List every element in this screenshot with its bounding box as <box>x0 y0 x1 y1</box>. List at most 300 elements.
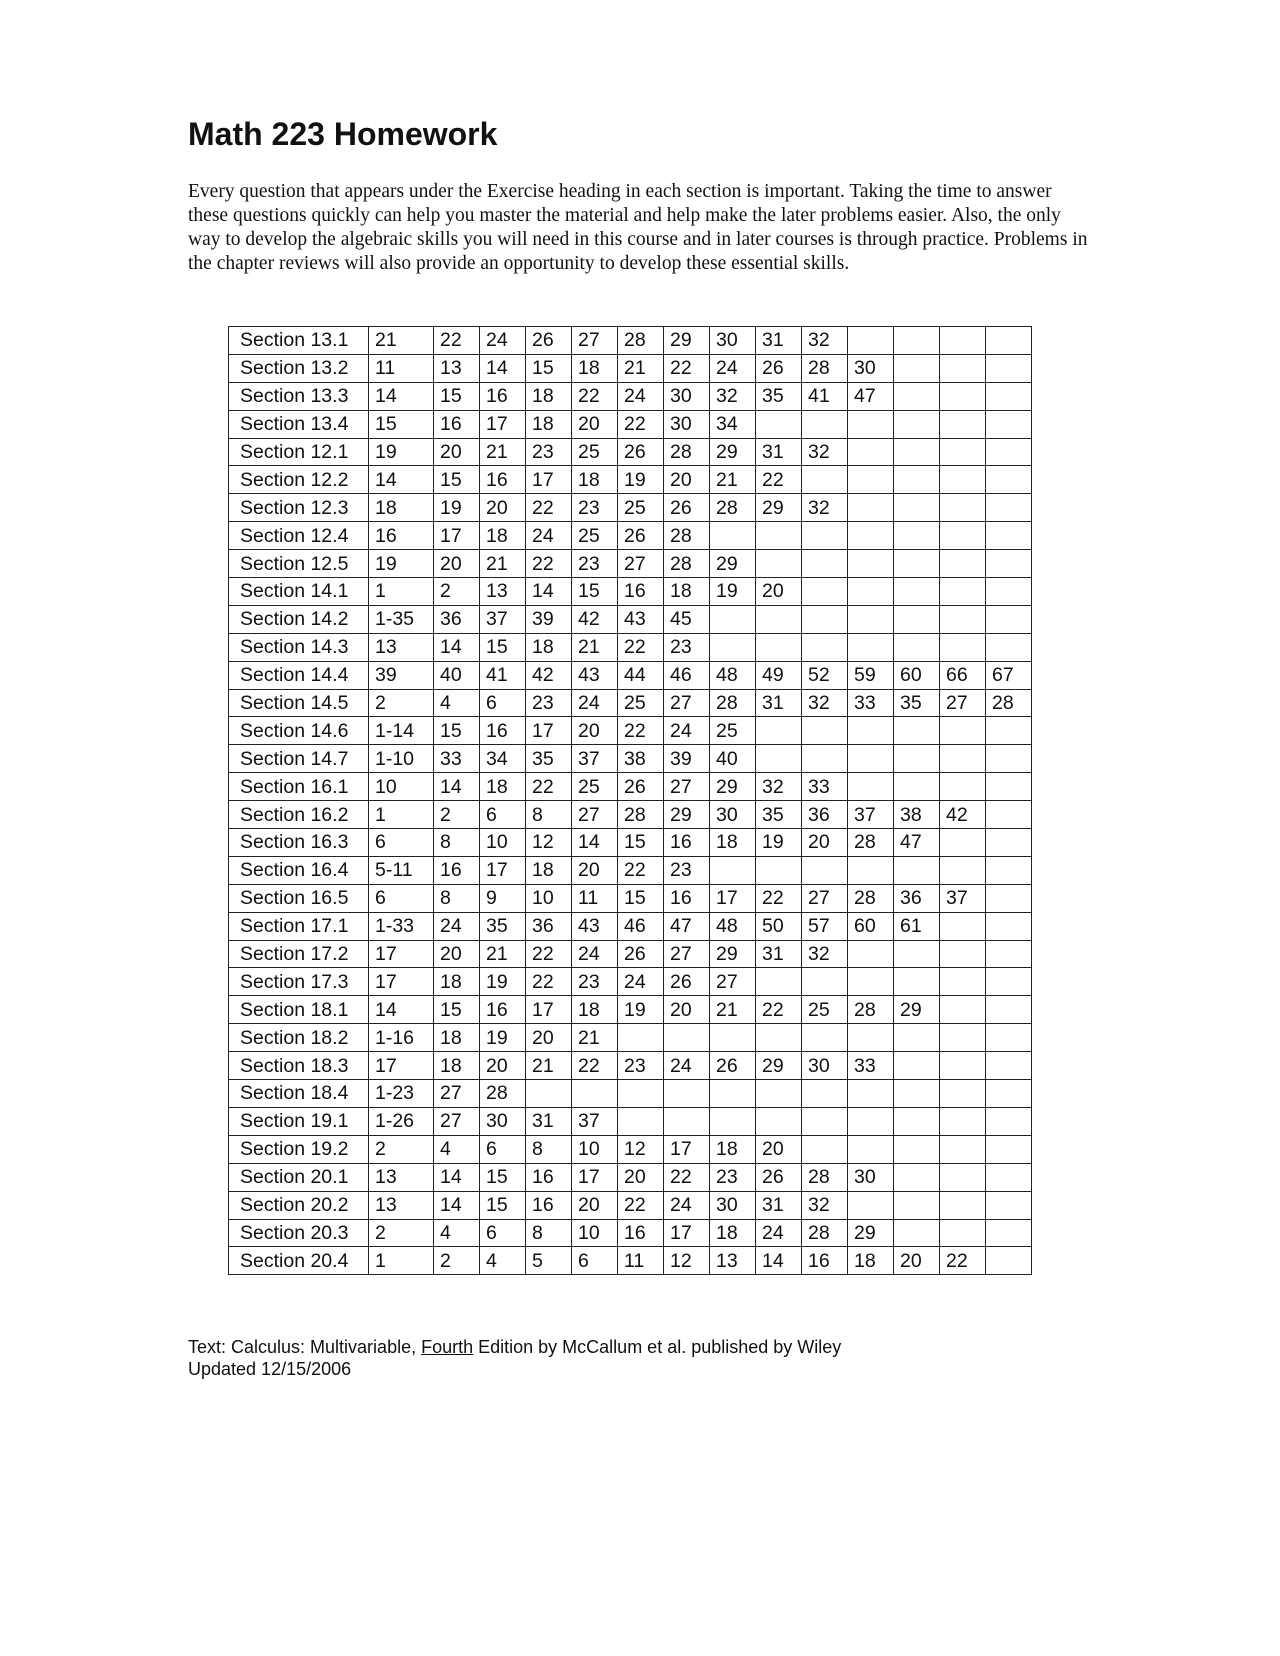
problem-cell <box>848 522 894 550</box>
problem-cell: 14 <box>434 1163 480 1191</box>
problem-cell: 67 <box>986 661 1032 689</box>
problem-cell <box>802 466 848 494</box>
problem-cell: 26 <box>710 1052 756 1080</box>
problem-cell <box>848 578 894 606</box>
problem-cell <box>710 856 756 884</box>
problem-cell <box>756 745 802 773</box>
problem-cell: 19 <box>480 968 526 996</box>
problem-cell <box>940 1191 986 1219</box>
problem-cell: 22 <box>756 466 802 494</box>
problem-cell: 22 <box>526 494 572 522</box>
problem-cell: 24 <box>664 1191 710 1219</box>
problem-cell <box>802 1024 848 1052</box>
problem-cell: 9 <box>480 884 526 912</box>
problem-cell: 14 <box>756 1247 802 1275</box>
problem-cell: 33 <box>434 745 480 773</box>
problem-cell: 23 <box>618 1052 664 1080</box>
problem-cell: 29 <box>756 1052 802 1080</box>
problem-cell: 24 <box>526 522 572 550</box>
problem-cell: 29 <box>710 940 756 968</box>
table-row <box>229 773 1032 801</box>
problem-cell <box>986 522 1032 550</box>
problem-cell: 11 <box>369 354 434 382</box>
problem-cell <box>940 968 986 996</box>
problem-cell: 26 <box>618 773 664 801</box>
textbook-prefix: Text: Calculus: Multivariable, <box>188 1337 422 1357</box>
problem-cell: 4 <box>434 1135 480 1163</box>
problem-cell <box>894 382 940 410</box>
problem-cell: 15 <box>526 354 572 382</box>
problem-cell: 30 <box>664 410 710 438</box>
problem-cell <box>710 633 756 661</box>
problem-cell: 27 <box>940 689 986 717</box>
problem-cell: 20 <box>572 410 618 438</box>
problem-cell: 32 <box>802 494 848 522</box>
problem-cell: 23 <box>572 494 618 522</box>
problem-cell: 19 <box>369 438 434 466</box>
problem-cell <box>756 522 802 550</box>
problem-cell: 18 <box>434 1024 480 1052</box>
section-cell: Section 14.5 <box>229 689 369 717</box>
problem-cell <box>940 1135 986 1163</box>
section-cell: Section 16.2 <box>229 801 369 829</box>
problem-cell: 2 <box>369 689 434 717</box>
problem-cell: 24 <box>480 327 526 355</box>
problem-cell <box>664 1080 710 1108</box>
problem-cell: 21 <box>618 354 664 382</box>
problem-cell: 24 <box>572 940 618 968</box>
problem-cell: 20 <box>526 1024 572 1052</box>
section-cell: Section 20.4 <box>229 1247 369 1275</box>
problem-cell: 19 <box>369 550 434 578</box>
problem-cell: 18 <box>572 466 618 494</box>
problem-cell: 37 <box>480 605 526 633</box>
problem-cell <box>894 494 940 522</box>
table-row <box>229 354 1032 382</box>
problem-cell: 2 <box>369 1219 434 1247</box>
problem-cell: 21 <box>369 327 434 355</box>
problem-cell: 10 <box>480 829 526 857</box>
problem-cell <box>940 1080 986 1108</box>
section-cell: Section 12.5 <box>229 550 369 578</box>
problem-cell: 1-35 <box>369 605 434 633</box>
problem-cell <box>940 494 986 522</box>
problem-cell: 38 <box>894 801 940 829</box>
problem-cell <box>848 1191 894 1219</box>
problem-cell: 12 <box>526 829 572 857</box>
problem-cell: 42 <box>526 661 572 689</box>
problem-cell <box>940 996 986 1024</box>
problem-cell: 28 <box>710 689 756 717</box>
problem-cell: 32 <box>710 382 756 410</box>
problem-cell: 33 <box>802 773 848 801</box>
problem-cell: 15 <box>480 1191 526 1219</box>
problem-cell: 24 <box>710 354 756 382</box>
problem-cell: 30 <box>480 1107 526 1135</box>
problem-cell: 22 <box>526 968 572 996</box>
problem-cell <box>894 438 940 466</box>
problem-cell <box>802 605 848 633</box>
problem-cell <box>756 605 802 633</box>
problem-cell: 21 <box>572 633 618 661</box>
problem-cell <box>756 968 802 996</box>
problem-cell <box>986 996 1032 1024</box>
problem-cell: 43 <box>618 605 664 633</box>
problem-cell <box>848 1107 894 1135</box>
problem-cell: 23 <box>664 856 710 884</box>
section-cell: Section 20.3 <box>229 1219 369 1247</box>
problem-cell <box>848 633 894 661</box>
problem-cell <box>894 1080 940 1108</box>
problem-cell <box>940 912 986 940</box>
problem-cell: 30 <box>710 327 756 355</box>
problem-cell: 31 <box>756 327 802 355</box>
problem-cell: 30 <box>848 354 894 382</box>
problem-cell: 29 <box>894 996 940 1024</box>
problem-cell: 16 <box>480 996 526 1024</box>
problem-cell <box>894 578 940 606</box>
problem-cell: 45 <box>664 605 710 633</box>
table-row <box>229 633 1032 661</box>
problem-cell: 31 <box>756 438 802 466</box>
problem-cell: 18 <box>480 522 526 550</box>
problem-cell <box>618 1080 664 1108</box>
problem-cell <box>756 550 802 578</box>
section-cell: Section 17.2 <box>229 940 369 968</box>
problem-cell: 18 <box>572 354 618 382</box>
problem-cell: 8 <box>434 884 480 912</box>
section-cell: Section 12.2 <box>229 466 369 494</box>
problem-cell: 28 <box>618 801 664 829</box>
problem-cell: 29 <box>756 494 802 522</box>
problem-cell: 13 <box>369 633 434 661</box>
problem-cell: 16 <box>369 522 434 550</box>
problem-cell: 17 <box>664 1135 710 1163</box>
problem-cell: 57 <box>802 912 848 940</box>
problem-cell: 20 <box>894 1247 940 1275</box>
problem-cell: 47 <box>664 912 710 940</box>
problem-cell: 27 <box>434 1107 480 1135</box>
problem-cell: 29 <box>710 773 756 801</box>
problem-cell: 32 <box>802 438 848 466</box>
problem-cell: 31 <box>756 689 802 717</box>
problem-cell <box>802 578 848 606</box>
problem-cell: 27 <box>664 940 710 968</box>
problem-cell <box>986 1191 1032 1219</box>
problem-cell: 18 <box>710 1135 756 1163</box>
problem-cell <box>986 410 1032 438</box>
problem-cell: 30 <box>710 801 756 829</box>
problem-cell: 49 <box>756 661 802 689</box>
problem-cell <box>940 1219 986 1247</box>
problem-cell: 36 <box>894 884 940 912</box>
problem-cell: 26 <box>756 354 802 382</box>
problem-cell: 30 <box>664 382 710 410</box>
problem-cell <box>894 773 940 801</box>
problem-cell: 17 <box>572 1163 618 1191</box>
problem-cell: 1-10 <box>369 745 434 773</box>
problem-cell: 28 <box>618 327 664 355</box>
table-row <box>229 550 1032 578</box>
problem-cell <box>848 1135 894 1163</box>
problem-cell: 18 <box>664 578 710 606</box>
problem-cell <box>756 1024 802 1052</box>
problem-cell: 22 <box>618 1191 664 1219</box>
problem-cell <box>894 410 940 438</box>
problem-cell <box>802 1107 848 1135</box>
problem-cell <box>664 1107 710 1135</box>
problem-cell: 22 <box>618 410 664 438</box>
problem-cell: 4 <box>434 689 480 717</box>
problem-cell <box>894 1024 940 1052</box>
problem-cell: 26 <box>526 327 572 355</box>
problem-cell <box>940 522 986 550</box>
problem-cell: 35 <box>756 382 802 410</box>
problem-cell: 41 <box>802 382 848 410</box>
problem-cell: 48 <box>710 912 756 940</box>
problem-cell: 22 <box>526 773 572 801</box>
problem-cell <box>894 1163 940 1191</box>
problem-cell: 20 <box>664 996 710 1024</box>
problem-cell: 16 <box>526 1163 572 1191</box>
problem-cell: 37 <box>572 1107 618 1135</box>
problem-cell: 19 <box>618 996 664 1024</box>
problem-cell: 18 <box>710 1219 756 1247</box>
problem-cell <box>986 1135 1032 1163</box>
problem-cell: 25 <box>618 689 664 717</box>
problem-cell <box>848 494 894 522</box>
problem-cell: 19 <box>618 466 664 494</box>
problem-cell <box>986 438 1032 466</box>
problem-cell: 10 <box>572 1219 618 1247</box>
problem-cell: 19 <box>434 494 480 522</box>
problem-cell: 26 <box>664 968 710 996</box>
problem-cell: 39 <box>369 661 434 689</box>
problem-cell: 22 <box>664 354 710 382</box>
section-cell: Section 12.1 <box>229 438 369 466</box>
section-cell: Section 17.1 <box>229 912 369 940</box>
problem-cell <box>894 1107 940 1135</box>
problem-cell <box>940 438 986 466</box>
table-row <box>229 996 1032 1024</box>
problem-cell <box>710 605 756 633</box>
problem-cell <box>848 1080 894 1108</box>
problem-cell: 15 <box>618 884 664 912</box>
table-row <box>229 968 1032 996</box>
problem-cell <box>940 829 986 857</box>
problem-cell: 24 <box>618 968 664 996</box>
table-row <box>229 745 1032 773</box>
table-row <box>229 912 1032 940</box>
problem-cell: 17 <box>369 1052 434 1080</box>
problem-cell: 61 <box>894 912 940 940</box>
problem-cell <box>572 1080 618 1108</box>
problem-cell: 27 <box>802 884 848 912</box>
problem-cell <box>986 968 1032 996</box>
problem-cell: 46 <box>664 661 710 689</box>
problem-cell: 1 <box>369 801 434 829</box>
table-row <box>229 382 1032 410</box>
problem-cell: 18 <box>434 1052 480 1080</box>
problem-cell: 18 <box>434 968 480 996</box>
problem-cell: 21 <box>710 466 756 494</box>
problem-cell: 60 <box>848 912 894 940</box>
problem-cell: 29 <box>710 550 756 578</box>
problem-cell: 12 <box>664 1247 710 1275</box>
problem-cell: 47 <box>894 829 940 857</box>
problem-cell: 20 <box>434 438 480 466</box>
problem-cell: 29 <box>664 327 710 355</box>
problem-cell <box>848 466 894 494</box>
problem-cell <box>894 354 940 382</box>
problem-cell: 40 <box>710 745 756 773</box>
problem-cell: 22 <box>526 940 572 968</box>
problem-cell: 15 <box>618 829 664 857</box>
problem-cell: 17 <box>526 996 572 1024</box>
intro-paragraph: Every question that appears under the Exercise heading in each section is important. Taking the time to answer these questions quickly can help you master the material and help make the later problems easier. Also, the only way to develop the algebraic skills you will need in this course and in later courses is through practice. Problems in the chapter reviews will also provide an opportunity to develop these essential skills. <box>188 181 1088 274</box>
problem-cell: 22 <box>526 550 572 578</box>
problem-cell: 18 <box>526 382 572 410</box>
problem-cell: 14 <box>369 382 434 410</box>
problem-cell: 24 <box>664 717 710 745</box>
problem-cell: 26 <box>618 438 664 466</box>
problem-cell: 42 <box>940 801 986 829</box>
problem-cell: 24 <box>618 382 664 410</box>
problem-cell: 16 <box>526 1191 572 1219</box>
problem-cell: 20 <box>802 829 848 857</box>
problem-cell: 30 <box>710 1191 756 1219</box>
problem-cell: 18 <box>526 633 572 661</box>
problem-cell: 15 <box>434 382 480 410</box>
problem-cell: 25 <box>572 438 618 466</box>
problem-cell <box>802 1135 848 1163</box>
problem-cell: 43 <box>572 661 618 689</box>
problem-cell <box>940 578 986 606</box>
problem-cell: 16 <box>480 382 526 410</box>
problem-cell: 18 <box>848 1247 894 1275</box>
problem-cell: 28 <box>664 522 710 550</box>
problem-cell: 21 <box>710 996 756 1024</box>
table-row <box>229 522 1032 550</box>
problem-cell: 29 <box>664 801 710 829</box>
problem-cell <box>894 968 940 996</box>
problem-cell <box>940 382 986 410</box>
problem-cell: 15 <box>434 717 480 745</box>
problem-cell: 29 <box>710 438 756 466</box>
problem-cell: 16 <box>802 1247 848 1275</box>
problem-cell <box>802 410 848 438</box>
problem-cell <box>894 550 940 578</box>
problem-cell: 30 <box>802 1052 848 1080</box>
problem-cell: 20 <box>572 1191 618 1219</box>
problem-cell <box>986 1107 1032 1135</box>
problem-cell <box>710 1024 756 1052</box>
problem-cell: 6 <box>480 1135 526 1163</box>
table-row <box>229 1135 1032 1163</box>
table-row <box>229 494 1032 522</box>
problem-cell <box>894 1219 940 1247</box>
problem-cell: 47 <box>848 382 894 410</box>
problem-cell: 25 <box>572 522 618 550</box>
problem-cell <box>986 354 1032 382</box>
problem-cell <box>848 856 894 884</box>
problem-cell: 25 <box>802 996 848 1024</box>
problem-cell: 34 <box>480 745 526 773</box>
section-cell: Section 14.7 <box>229 745 369 773</box>
problem-cell <box>986 717 1032 745</box>
problem-cell: 20 <box>756 578 802 606</box>
problem-cell: 24 <box>664 1052 710 1080</box>
problem-cell <box>986 801 1032 829</box>
table-row <box>229 410 1032 438</box>
problem-cell: 52 <box>802 661 848 689</box>
problem-cell: 44 <box>618 661 664 689</box>
problem-cell: 37 <box>572 745 618 773</box>
problem-cell <box>986 1080 1032 1108</box>
problem-cell <box>986 884 1032 912</box>
problem-cell: 28 <box>664 438 710 466</box>
table-row <box>229 661 1032 689</box>
problem-cell: 6 <box>572 1247 618 1275</box>
section-cell: Section 14.2 <box>229 605 369 633</box>
problem-cell: 23 <box>526 438 572 466</box>
problem-cell: 35 <box>894 689 940 717</box>
problem-cell: 22 <box>756 884 802 912</box>
problem-cell <box>526 1080 572 1108</box>
problem-cell: 15 <box>434 466 480 494</box>
problem-cell: 21 <box>572 1024 618 1052</box>
problem-cell: 36 <box>434 605 480 633</box>
table-row <box>229 466 1032 494</box>
section-cell: Section 14.3 <box>229 633 369 661</box>
problem-cell: 20 <box>480 494 526 522</box>
section-cell: Section 12.3 <box>229 494 369 522</box>
problem-cell: 25 <box>618 494 664 522</box>
problem-cell: 22 <box>618 717 664 745</box>
problem-cell: 16 <box>434 410 480 438</box>
problem-cell <box>940 633 986 661</box>
problem-cell: 17 <box>526 466 572 494</box>
section-cell: Section 14.4 <box>229 661 369 689</box>
problem-cell <box>894 1052 940 1080</box>
table-row <box>229 1080 1032 1108</box>
problem-cell: 28 <box>848 829 894 857</box>
problem-cell <box>986 550 1032 578</box>
problem-cell: 32 <box>802 1191 848 1219</box>
problem-cell <box>986 773 1032 801</box>
problem-cell: 26 <box>618 940 664 968</box>
problem-cell: 16 <box>618 578 664 606</box>
problem-cell <box>940 856 986 884</box>
problem-cell <box>986 605 1032 633</box>
problem-cell <box>848 605 894 633</box>
problem-cell: 13 <box>369 1163 434 1191</box>
section-cell: Section 18.4 <box>229 1080 369 1108</box>
section-cell: Section 19.2 <box>229 1135 369 1163</box>
table-row <box>229 689 1032 717</box>
problem-cell: 25 <box>572 773 618 801</box>
problem-cell <box>802 550 848 578</box>
problem-cell: 1 <box>369 1247 434 1275</box>
problem-cell: 20 <box>756 1135 802 1163</box>
problem-cell <box>986 912 1032 940</box>
problem-cell <box>664 1024 710 1052</box>
problem-cell: 28 <box>802 1219 848 1247</box>
section-cell: Section 16.1 <box>229 773 369 801</box>
problem-cell: 1-23 <box>369 1080 434 1108</box>
problem-cell: 40 <box>434 661 480 689</box>
problem-cell <box>848 773 894 801</box>
